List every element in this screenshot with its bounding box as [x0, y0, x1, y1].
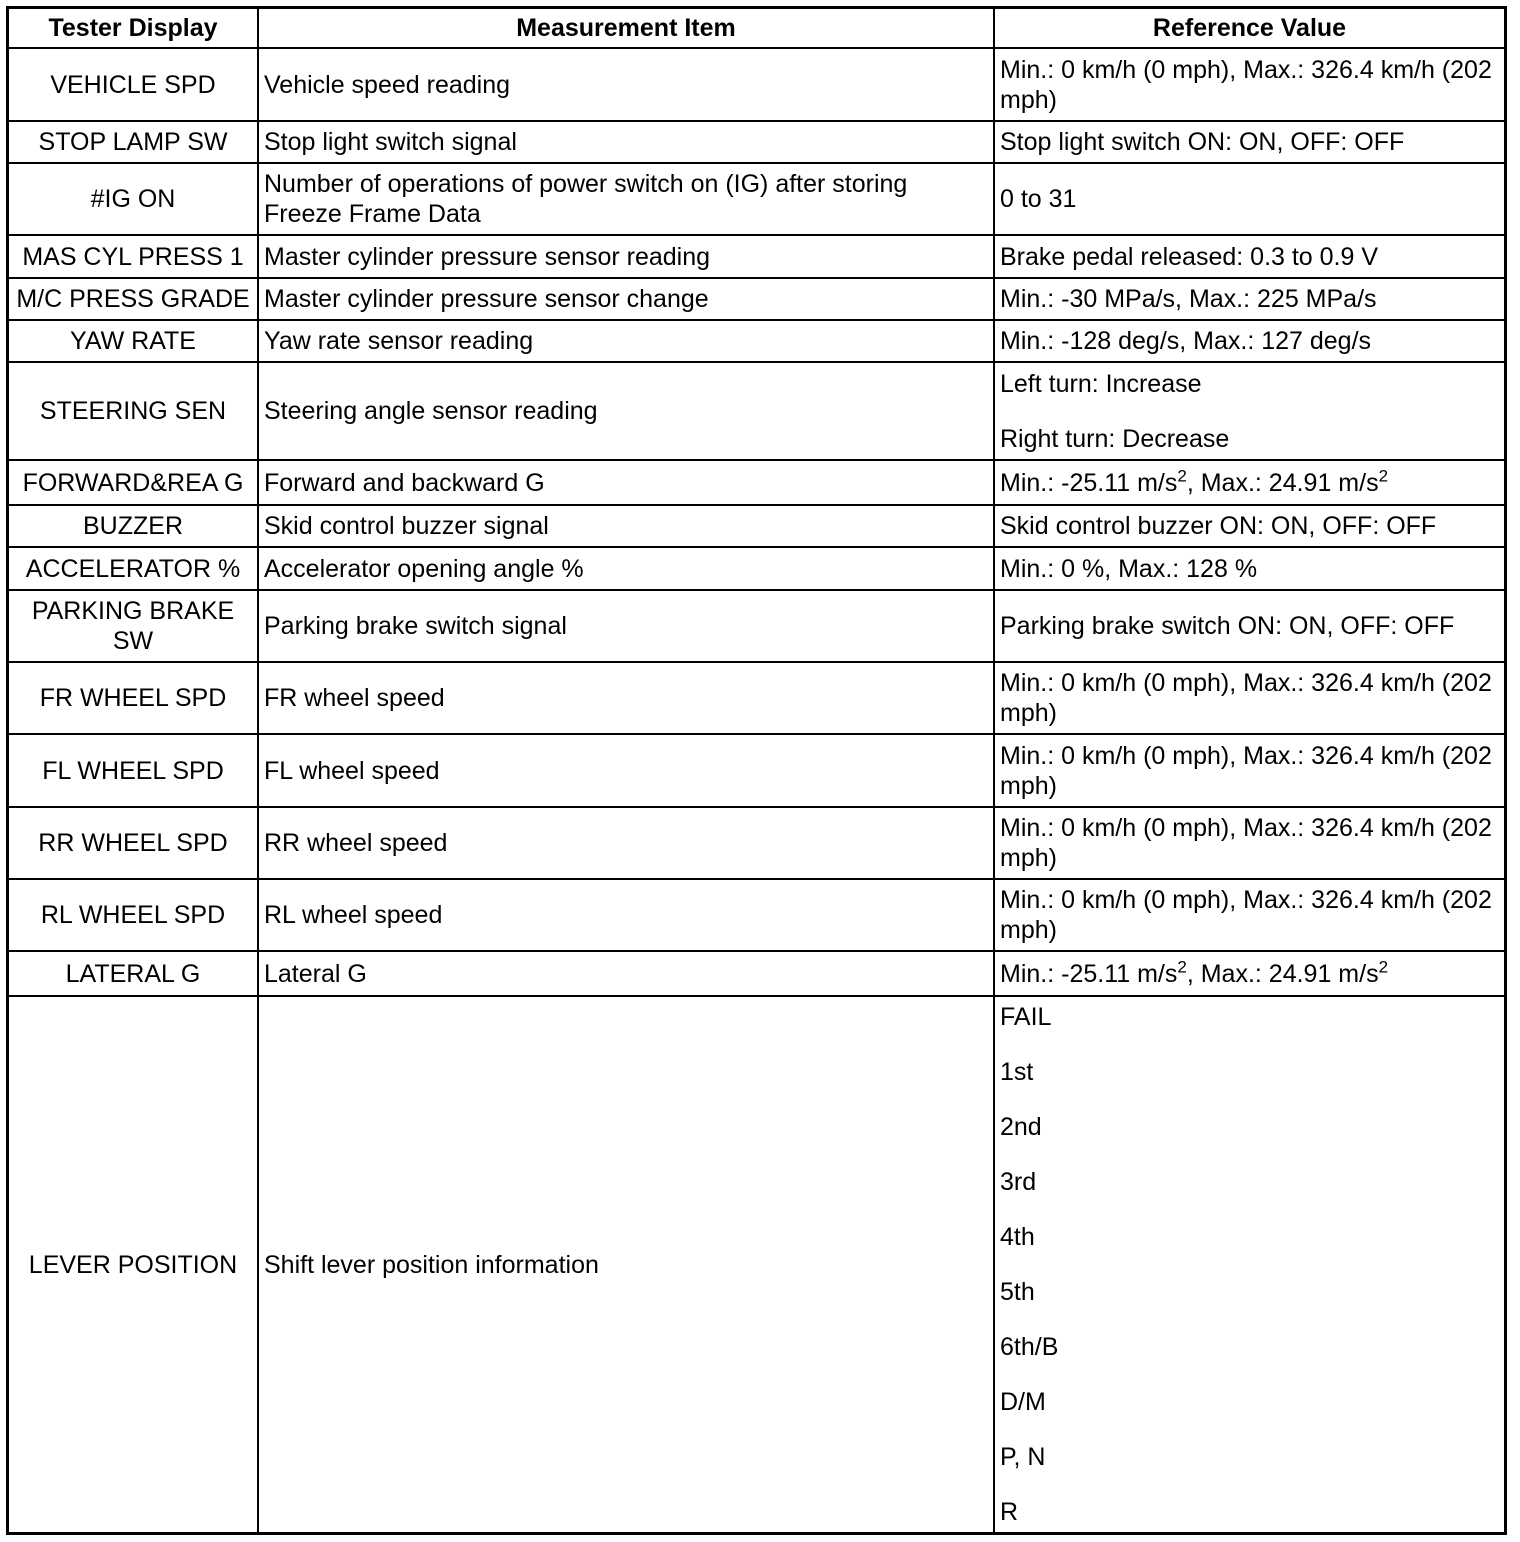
tester-display-cell — [9, 548, 259, 591]
tester-display-cell — [9, 591, 259, 663]
reference-value-cell — [995, 49, 1504, 122]
reference-line: Min.: -128 deg/s, Max.: 127 deg/s — [1000, 327, 1372, 355]
parameter-table — [6, 6, 1507, 1535]
tester-display-text: M/C PRESS GRADE — [16, 285, 250, 313]
reference-line: Min.: 0 km/h (0 mph), Max.: 326.4 km/h (202 mph) — [1000, 814, 1492, 872]
measurement-item-cell — [259, 461, 995, 506]
tester-display-cell — [9, 808, 259, 880]
superscript: 2 — [1378, 466, 1389, 486]
measurement-item-text: FR wheel speed — [264, 684, 445, 712]
tester-display-text: LEVER POSITION — [28, 1250, 238, 1279]
reference-line: 4th — [1000, 1223, 1035, 1251]
tester-display-text: FORWARD&REA G — [22, 468, 244, 497]
reference-value-cell — [995, 461, 1504, 506]
measurement-item-text: Master cylinder pressure sensor reading — [264, 242, 711, 271]
reference-line: Stop light switch ON: ON, OFF: OFF — [1000, 128, 1405, 156]
tester-display-cell — [9, 279, 259, 321]
reference-line: Min.: -30 MPa/s, Max.: 225 MPa/s — [1000, 285, 1377, 313]
reference-line: Parking brake switch ON: ON, OFF: OFF — [1000, 612, 1455, 640]
reference-value-cell — [995, 997, 1504, 1532]
measurement-item-cell — [259, 591, 995, 663]
measurement-item-cell — [259, 997, 995, 1532]
reference-value-cell — [995, 506, 1504, 548]
tester-display-cell — [9, 321, 259, 363]
reference-line: R — [1000, 1498, 1019, 1526]
tester-display-text: PARKING BRAKE SW — [31, 597, 235, 655]
reference-line: Left turn: Increase — [1000, 369, 1202, 398]
reference-line: Min.: 0 %, Max.: 128 % — [1000, 554, 1258, 583]
measurement-item-text: Accelerator opening angle % — [264, 554, 584, 583]
tester-display-text: STOP LAMP SW — [38, 128, 228, 156]
tester-display-text: RR WHEEL SPD — [38, 829, 228, 857]
reference-text: Min.: -25.11 m/s — [1000, 468, 1178, 497]
measurement-item-text: Shift lever position information — [264, 1250, 599, 1279]
header-tester-display — [9, 9, 259, 49]
tester-display-text: STEERING SEN — [39, 397, 227, 425]
measurement-item-cell — [259, 808, 995, 880]
reference-value-cell — [995, 548, 1504, 591]
measurement-item-text: Lateral G — [264, 959, 367, 988]
tester-display-cell — [9, 236, 259, 279]
measurement-item-cell — [259, 735, 995, 808]
tester-display-text: #IG ON — [90, 185, 176, 213]
tester-display-text: BUZZER — [83, 512, 183, 540]
reference-line: D/M — [1000, 1388, 1046, 1416]
reference-line: Min.: 0 km/h (0 mph), Max.: 326.4 km/h (202 mph) — [1000, 886, 1492, 944]
reference-value-cell — [995, 279, 1504, 321]
reference-value-cell — [995, 363, 1504, 461]
reference-text: Min.: -25.11 m/s — [1000, 959, 1178, 988]
tester-display-cell — [9, 461, 259, 506]
measurement-item-text: Forward and backward G — [264, 468, 545, 497]
reference-text: , Max.: 24.91 m/s — [1186, 468, 1379, 497]
reference-line: P, N — [1000, 1443, 1046, 1471]
reference-line: Skid control buzzer ON: ON, OFF: OFF — [1000, 512, 1437, 540]
reference-value-cell — [995, 591, 1504, 663]
measurement-item-cell — [259, 363, 995, 461]
measurement-item-text: Skid control buzzer signal — [264, 512, 549, 540]
tester-display-cell — [9, 49, 259, 122]
measurement-item-text: Stop light switch signal — [264, 128, 517, 156]
reference-value-cell — [995, 236, 1504, 279]
reference-line: Min.: 0 km/h (0 mph), Max.: 326.4 km/h (202 mph) — [1000, 669, 1492, 727]
reference-value-cell — [995, 952, 1504, 997]
reference-line: 3rd — [1000, 1168, 1037, 1196]
reference-line: 5th — [1000, 1278, 1035, 1306]
reference-line — [1000, 959, 1388, 989]
tester-display-cell — [9, 506, 259, 548]
tester-display-cell — [9, 663, 259, 735]
measurement-item-cell — [259, 164, 995, 236]
measurement-item-text: Yaw rate sensor reading — [264, 327, 534, 355]
tester-display-cell — [9, 952, 259, 997]
superscript: 2 — [1177, 957, 1187, 977]
measurement-item-text: Parking brake switch signal — [264, 612, 567, 640]
measurement-item-cell — [259, 321, 995, 363]
measurement-item-cell — [259, 122, 995, 164]
measurement-item-cell — [259, 279, 995, 321]
reference-line: Brake pedal released: 0.3 to 0.9 V — [1000, 242, 1379, 271]
measurement-item-cell — [259, 236, 995, 279]
reference-line: Right turn: Decrease — [1000, 424, 1230, 453]
reference-line: FAIL — [1000, 1003, 1052, 1031]
measurement-item-text: Master cylinder pressure sensor change — [264, 285, 709, 313]
measurement-item-cell — [259, 49, 995, 122]
reference-line: 1st — [1000, 1058, 1034, 1086]
reference-line — [1000, 468, 1388, 498]
reference-value-cell — [995, 663, 1504, 735]
measurement-item-cell — [259, 952, 995, 997]
tester-display-cell — [9, 363, 259, 461]
reference-line: 0 to 31 — [1000, 185, 1077, 213]
measurement-item-text: Number of operations of power switch on (IG) after storing Freeze Frame Data — [264, 170, 908, 228]
reference-value-cell — [995, 164, 1504, 236]
tester-display-cell — [9, 997, 259, 1532]
header-label: Reference Value — [1152, 14, 1347, 42]
reference-value-cell — [995, 735, 1504, 808]
tester-display-text: LATERAL G — [65, 959, 201, 988]
tester-display-text: ACCELERATOR % — [25, 554, 241, 583]
measurement-item-cell — [259, 548, 995, 591]
measurement-item-text: RL wheel speed — [264, 901, 443, 929]
reference-line: Min.: 0 km/h (0 mph), Max.: 326.4 km/h (202 mph) — [1000, 55, 1492, 114]
tester-display-text: MAS CYL PRESS 1 — [22, 242, 244, 271]
tester-display-text: RL WHEEL SPD — [40, 901, 226, 929]
measurement-item-text: Vehicle speed reading — [264, 70, 511, 99]
tester-display-text: YAW RATE — [70, 327, 196, 355]
superscript: 2 — [1378, 957, 1389, 977]
header-label: Measurement Item — [516, 14, 736, 42]
measurement-item-text: Steering angle sensor reading — [264, 397, 598, 425]
reference-value-cell — [995, 880, 1504, 952]
header-label: Tester Display — [48, 14, 218, 42]
tester-display-text: VEHICLE SPD — [50, 70, 216, 99]
reference-value-cell — [995, 808, 1504, 880]
tester-display-cell — [9, 880, 259, 952]
tester-display-text: FR WHEEL SPD — [39, 684, 227, 712]
reference-line: 6th/B — [1000, 1333, 1059, 1361]
reference-value-cell — [995, 321, 1504, 363]
measurement-item-cell — [259, 506, 995, 548]
tester-display-text: FL WHEEL SPD — [42, 756, 224, 785]
tester-display-cell — [9, 735, 259, 808]
tester-display-cell — [9, 122, 259, 164]
measurement-item-cell — [259, 663, 995, 735]
measurement-item-cell — [259, 880, 995, 952]
measurement-item-text: FL wheel speed — [264, 756, 440, 785]
reference-line: 2nd — [1000, 1113, 1042, 1141]
tester-display-cell — [9, 164, 259, 236]
reference-value-cell — [995, 122, 1504, 164]
measurement-item-text: RR wheel speed — [264, 829, 448, 857]
header-reference-value — [995, 9, 1504, 49]
reference-line: Min.: 0 km/h (0 mph), Max.: 326.4 km/h (202 mph) — [1000, 741, 1492, 800]
reference-text: , Max.: 24.91 m/s — [1186, 959, 1379, 988]
superscript: 2 — [1177, 466, 1187, 486]
header-measurement-item — [259, 9, 995, 49]
